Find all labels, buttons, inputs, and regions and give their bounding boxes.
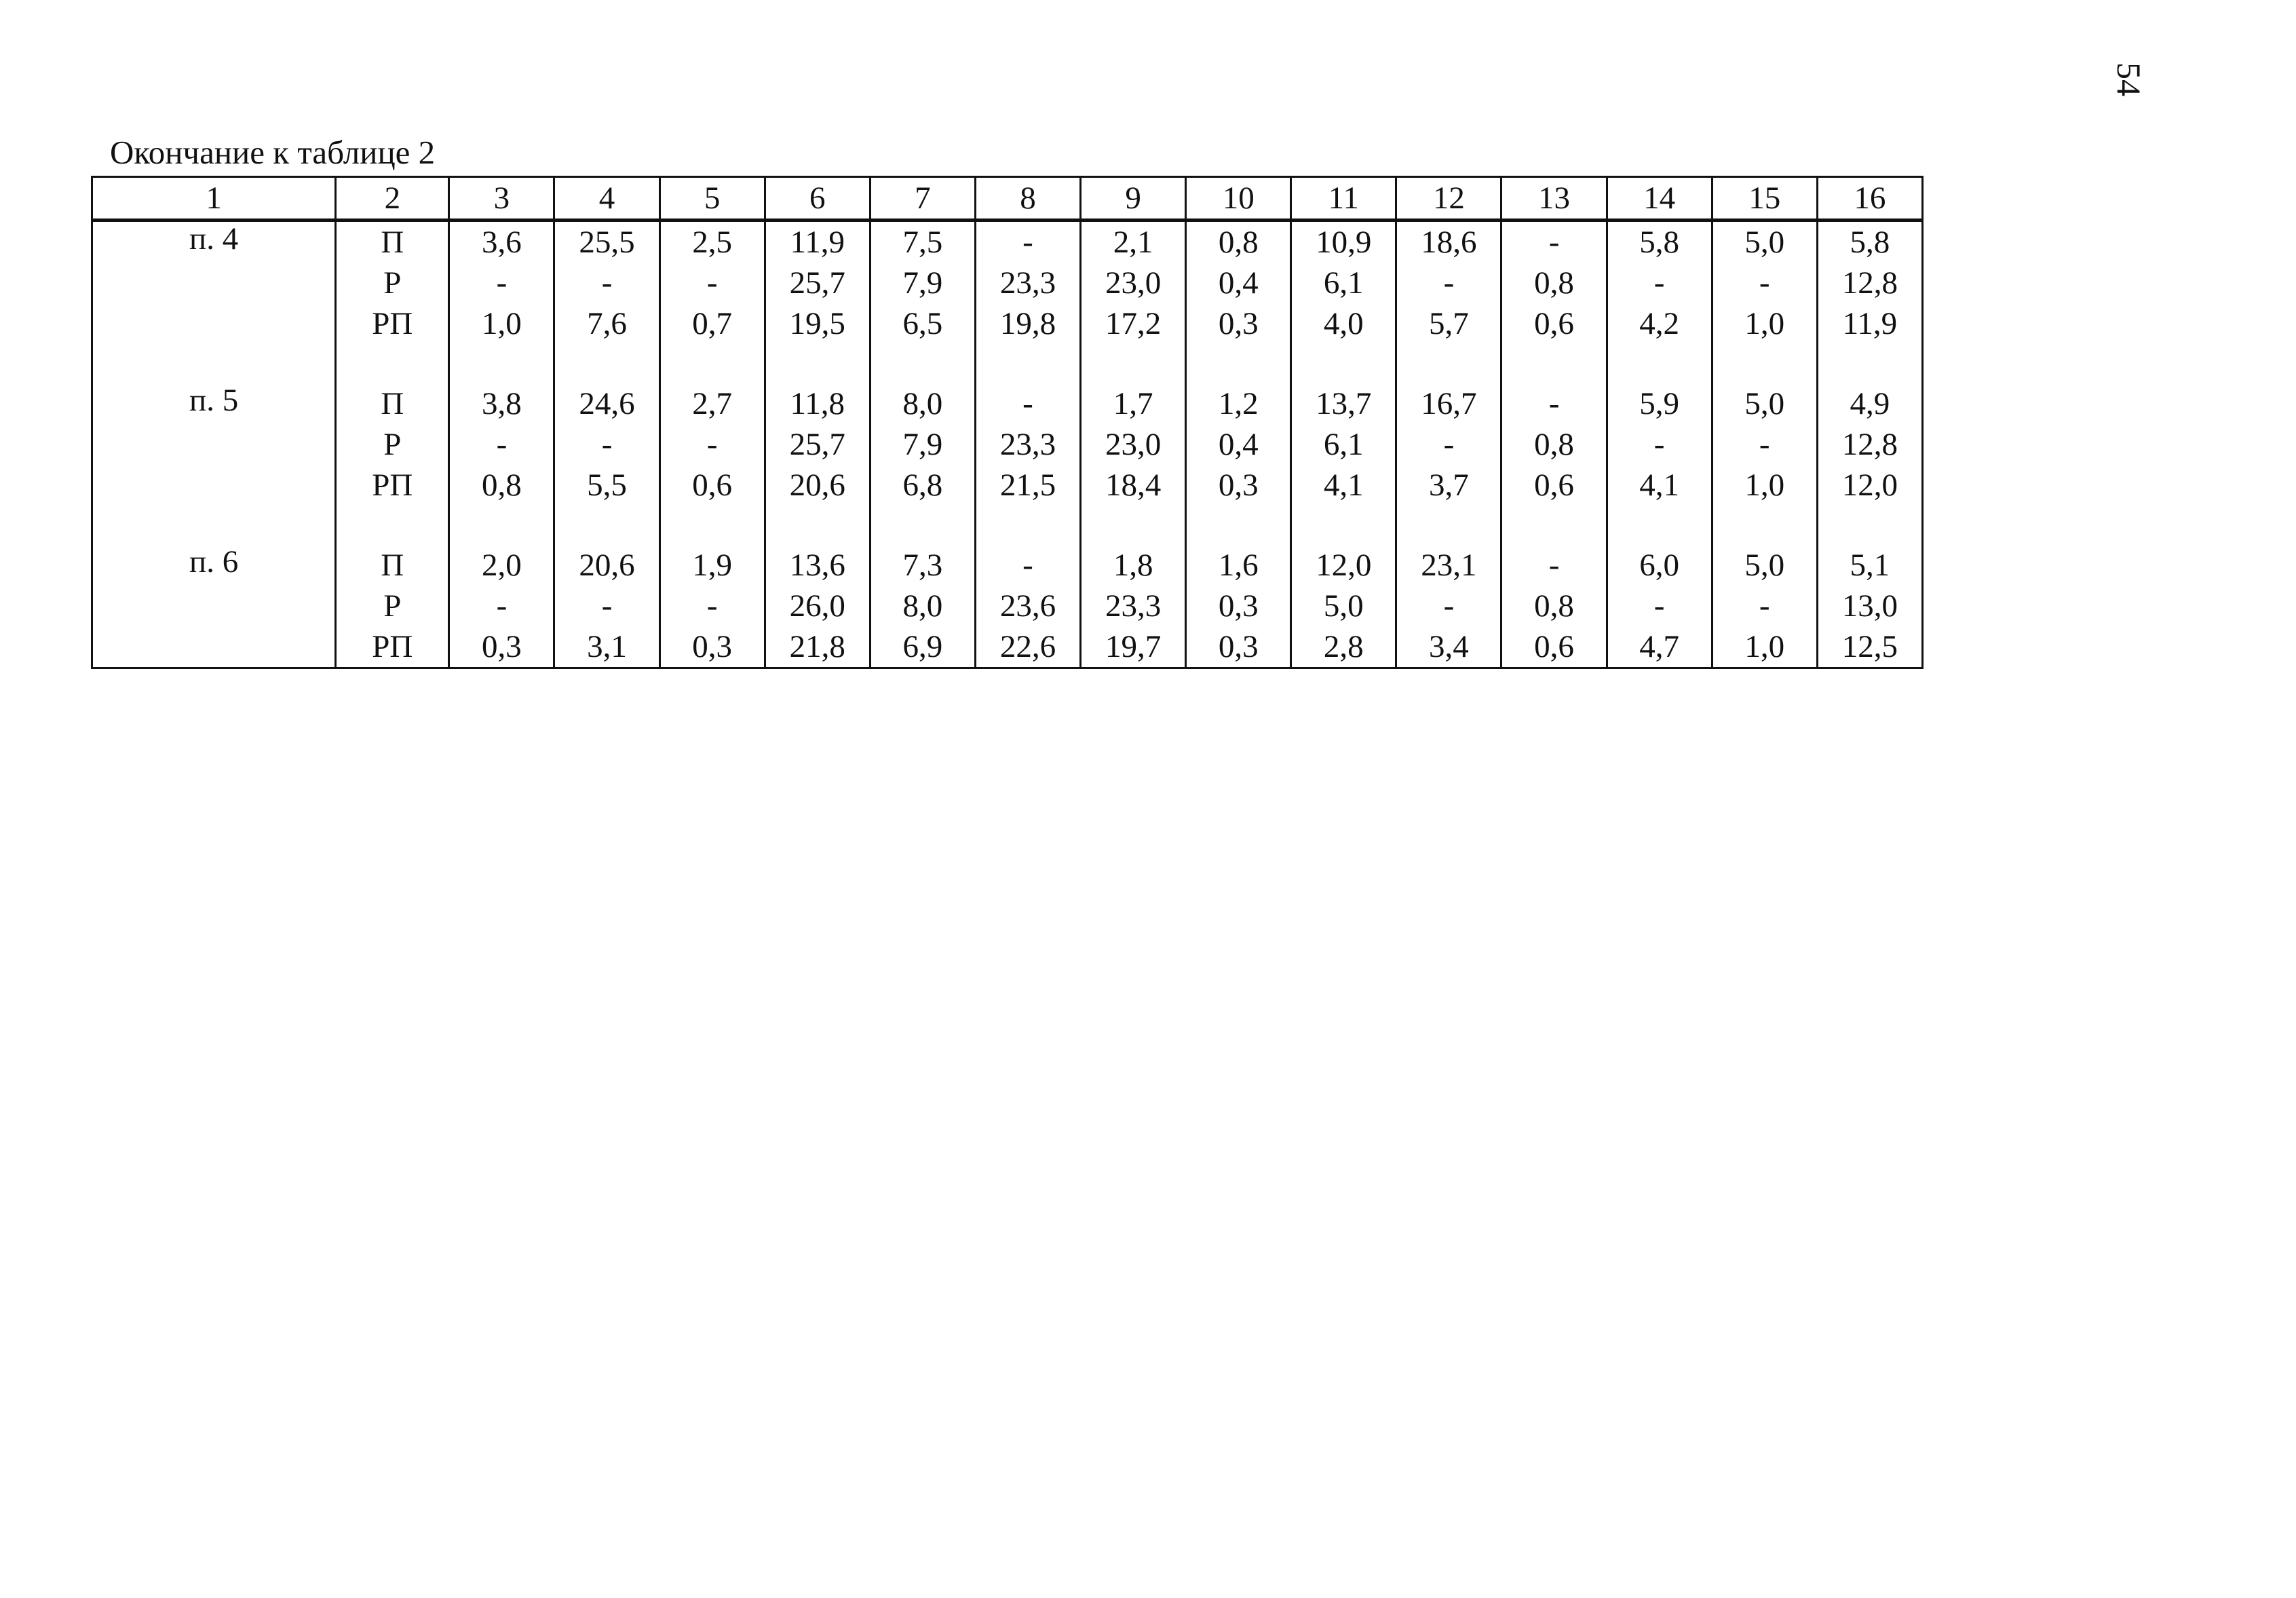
column-header: 5 — [659, 177, 765, 221]
value-cell: 18,6 — [1396, 221, 1501, 263]
value-cell: 17,2 — [1081, 303, 1186, 344]
value-cell: - — [975, 383, 1080, 424]
value-cell: 11,9 — [1817, 303, 1922, 344]
spacer-cell — [1607, 506, 1712, 545]
value-cell: 25,5 — [554, 221, 659, 263]
value-cell: 2,1 — [1081, 221, 1186, 263]
value-cell: 4,1 — [1291, 465, 1396, 506]
value-cell: 0,3 — [659, 626, 765, 668]
value-cell: 16,7 — [1396, 383, 1501, 424]
value-cell: 4,1 — [1607, 465, 1712, 506]
value-cell: 25,7 — [765, 263, 870, 303]
table-header-row — [92, 177, 1923, 221]
value-cell: 20,6 — [765, 465, 870, 506]
value-cell: 5,0 — [1712, 383, 1817, 424]
value-cell: 1,9 — [659, 545, 765, 586]
value-cell: 19,7 — [1081, 626, 1186, 668]
row-type-cell: РП — [336, 465, 449, 506]
value-cell: - — [1607, 586, 1712, 626]
value-cell: - — [554, 424, 659, 465]
column-header: 11 — [1291, 177, 1396, 221]
value-cell: 7,9 — [870, 263, 975, 303]
table-row — [92, 221, 1923, 263]
value-cell: - — [1607, 424, 1712, 465]
row-type-cell: П — [336, 221, 449, 263]
value-cell: 5,9 — [1607, 383, 1712, 424]
value-cell: - — [659, 263, 765, 303]
value-cell: 0,3 — [449, 626, 554, 668]
value-cell: 0,3 — [1186, 465, 1291, 506]
value-cell: 5,0 — [1712, 545, 1817, 586]
row-type-cell: П — [336, 545, 449, 586]
value-cell: 6,1 — [1291, 424, 1396, 465]
column-header: 6 — [765, 177, 870, 221]
value-cell: 13,6 — [765, 545, 870, 586]
value-cell: 11,8 — [765, 383, 870, 424]
item-cell — [92, 586, 336, 626]
table-row — [92, 383, 1923, 424]
value-cell: 2,8 — [1291, 626, 1396, 668]
value-cell: - — [1501, 383, 1607, 424]
column-header: 13 — [1501, 177, 1607, 221]
value-cell: 1,0 — [449, 303, 554, 344]
item-cell — [92, 424, 336, 465]
value-cell: 0,6 — [1501, 626, 1607, 668]
value-cell: 0,4 — [1186, 263, 1291, 303]
value-cell: 1,0 — [1712, 303, 1817, 344]
value-cell: - — [1396, 586, 1501, 626]
spacer-cell — [975, 506, 1080, 545]
value-cell: 1,0 — [1712, 465, 1817, 506]
group-spacer-row — [92, 506, 1923, 545]
item-cell — [92, 303, 336, 344]
spacer-cell — [1501, 344, 1607, 383]
spacer-cell — [1817, 344, 1922, 383]
value-cell: 4,2 — [1607, 303, 1712, 344]
spacer-cell — [765, 506, 870, 545]
item-cell — [92, 465, 336, 506]
value-cell: - — [449, 586, 554, 626]
value-cell: 3,1 — [554, 626, 659, 668]
table-row — [92, 263, 1923, 303]
value-cell: 24,6 — [554, 383, 659, 424]
value-cell: 19,5 — [765, 303, 870, 344]
table-row — [92, 424, 1923, 465]
value-cell: 1,2 — [1186, 383, 1291, 424]
value-cell: 0,3 — [1186, 303, 1291, 344]
value-cell: 2,5 — [659, 221, 765, 263]
value-cell: 12,0 — [1291, 545, 1396, 586]
value-cell: 0,8 — [1501, 586, 1607, 626]
value-cell: 0,8 — [1501, 263, 1607, 303]
spacer-cell — [449, 506, 554, 545]
value-cell: 23,1 — [1396, 545, 1501, 586]
value-cell: 23,0 — [1081, 263, 1186, 303]
value-cell: 0,6 — [1501, 465, 1607, 506]
value-cell: 12,8 — [1817, 263, 1922, 303]
value-cell: 12,0 — [1817, 465, 1922, 506]
value-cell: 4,0 — [1291, 303, 1396, 344]
value-cell: - — [975, 545, 1080, 586]
value-cell: 2,7 — [659, 383, 765, 424]
spacer-cell — [554, 344, 659, 383]
column-header: 14 — [1607, 177, 1712, 221]
value-cell: 26,0 — [765, 586, 870, 626]
column-header: 2 — [336, 177, 449, 221]
value-cell: 3,8 — [449, 383, 554, 424]
item-cell: п. 5 — [92, 383, 336, 424]
value-cell: 6,9 — [870, 626, 975, 668]
table-caption: Окончание к таблице 2 — [110, 134, 436, 171]
value-cell: 12,5 — [1817, 626, 1922, 668]
item-cell: п. 4 — [92, 221, 336, 263]
spacer-cell — [1712, 344, 1817, 383]
spacer-cell — [554, 506, 659, 545]
spacer-cell — [336, 344, 449, 383]
spacer-cell — [336, 506, 449, 545]
value-cell: 4,9 — [1817, 383, 1922, 424]
value-cell: 8,0 — [870, 586, 975, 626]
item-cell — [92, 263, 336, 303]
value-cell: 20,6 — [554, 545, 659, 586]
value-cell: 5,8 — [1607, 221, 1712, 263]
value-cell: 23,3 — [975, 424, 1080, 465]
value-cell: 7,9 — [870, 424, 975, 465]
column-header: 4 — [554, 177, 659, 221]
table-row — [92, 586, 1923, 626]
value-cell: 7,5 — [870, 221, 975, 263]
value-cell: 18,4 — [1081, 465, 1186, 506]
table-row — [92, 626, 1923, 668]
value-cell: 10,9 — [1291, 221, 1396, 263]
table-body — [92, 221, 1923, 668]
value-cell: 6,1 — [1291, 263, 1396, 303]
value-cell: 1,8 — [1081, 545, 1186, 586]
spacer-cell — [1396, 344, 1501, 383]
spacer-cell — [659, 344, 765, 383]
value-cell: - — [554, 586, 659, 626]
value-cell: 3,7 — [1396, 465, 1501, 506]
value-cell: 3,4 — [1396, 626, 1501, 668]
value-cell: 2,0 — [449, 545, 554, 586]
value-cell: 5,7 — [1396, 303, 1501, 344]
value-cell: 0,8 — [449, 465, 554, 506]
table-row — [92, 303, 1923, 344]
spacer-cell — [870, 506, 975, 545]
spacer-cell — [1712, 506, 1817, 545]
value-cell: 1,0 — [1712, 626, 1817, 668]
value-cell: 5,0 — [1291, 586, 1396, 626]
spacer-cell — [1291, 506, 1396, 545]
row-type-cell: Р — [336, 586, 449, 626]
value-cell: 5,0 — [1712, 221, 1817, 263]
value-cell: 7,3 — [870, 545, 975, 586]
value-cell: 0,8 — [1186, 221, 1291, 263]
value-cell: 23,3 — [1081, 586, 1186, 626]
value-cell: 5,8 — [1817, 221, 1922, 263]
value-cell: 7,6 — [554, 303, 659, 344]
value-cell: 23,3 — [975, 263, 1080, 303]
spacer-cell — [1291, 344, 1396, 383]
column-header: 7 — [870, 177, 975, 221]
spacer-cell — [92, 506, 336, 545]
value-cell: 0,3 — [1186, 586, 1291, 626]
value-cell: - — [975, 221, 1080, 263]
value-cell: 5,1 — [1817, 545, 1922, 586]
value-cell: - — [659, 586, 765, 626]
spacer-cell — [765, 344, 870, 383]
value-cell: - — [1396, 424, 1501, 465]
value-cell: 0,3 — [1186, 626, 1291, 668]
value-cell: 4,7 — [1607, 626, 1712, 668]
value-cell: 21,5 — [975, 465, 1080, 506]
row-type-cell: Р — [336, 263, 449, 303]
column-header: 10 — [1186, 177, 1291, 221]
item-cell — [92, 626, 336, 668]
value-cell: - — [554, 263, 659, 303]
value-cell: 5,5 — [554, 465, 659, 506]
spacer-cell — [1607, 344, 1712, 383]
row-type-cell: Р — [336, 424, 449, 465]
column-header: 15 — [1712, 177, 1817, 221]
value-cell: 19,8 — [975, 303, 1080, 344]
value-cell: 0,6 — [659, 465, 765, 506]
row-type-cell: П — [336, 383, 449, 424]
column-header: 8 — [975, 177, 1080, 221]
spacer-cell — [659, 506, 765, 545]
column-header: 9 — [1081, 177, 1186, 221]
table-row — [92, 465, 1923, 506]
spacer-cell — [92, 344, 336, 383]
value-cell: 13,0 — [1817, 586, 1922, 626]
value-cell: - — [1712, 263, 1817, 303]
page-number: 54 — [2110, 62, 2148, 96]
data-table — [91, 176, 1924, 669]
value-cell: 21,8 — [765, 626, 870, 668]
value-cell: 0,7 — [659, 303, 765, 344]
spacer-cell — [449, 344, 554, 383]
column-header: 3 — [449, 177, 554, 221]
value-cell: - — [1396, 263, 1501, 303]
column-header: 16 — [1817, 177, 1922, 221]
value-cell: 6,0 — [1607, 545, 1712, 586]
value-cell: 22,6 — [975, 626, 1080, 668]
value-cell: 6,5 — [870, 303, 975, 344]
value-cell: 25,7 — [765, 424, 870, 465]
value-cell: - — [659, 424, 765, 465]
value-cell: 0,4 — [1186, 424, 1291, 465]
value-cell: 0,8 — [1501, 424, 1607, 465]
spacer-cell — [1081, 344, 1186, 383]
spacer-cell — [1396, 506, 1501, 545]
row-type-cell: РП — [336, 303, 449, 344]
value-cell: 12,8 — [1817, 424, 1922, 465]
spacer-cell — [870, 344, 975, 383]
column-header: 1 — [92, 177, 336, 221]
value-cell: - — [1501, 221, 1607, 263]
spacer-cell — [975, 344, 1080, 383]
value-cell: - — [1607, 263, 1712, 303]
table-row — [92, 545, 1923, 586]
value-cell: 1,7 — [1081, 383, 1186, 424]
value-cell: 23,0 — [1081, 424, 1186, 465]
value-cell: 1,6 — [1186, 545, 1291, 586]
group-spacer-row — [92, 344, 1923, 383]
row-type-cell: РП — [336, 626, 449, 668]
value-cell: 8,0 — [870, 383, 975, 424]
value-cell: 13,7 — [1291, 383, 1396, 424]
value-cell: - — [449, 263, 554, 303]
spacer-cell — [1186, 506, 1291, 545]
value-cell: 23,6 — [975, 586, 1080, 626]
spacer-cell — [1817, 506, 1922, 545]
spacer-cell — [1186, 344, 1291, 383]
spacer-cell — [1501, 506, 1607, 545]
value-cell: 0,6 — [1501, 303, 1607, 344]
value-cell: - — [1712, 586, 1817, 626]
item-cell: п. 6 — [92, 545, 336, 586]
value-cell: - — [1501, 545, 1607, 586]
value-cell: - — [1712, 424, 1817, 465]
value-cell: 6,8 — [870, 465, 975, 506]
spacer-cell — [1081, 506, 1186, 545]
value-cell: 3,6 — [449, 221, 554, 263]
column-header: 12 — [1396, 177, 1501, 221]
value-cell: 11,9 — [765, 221, 870, 263]
value-cell: - — [449, 424, 554, 465]
